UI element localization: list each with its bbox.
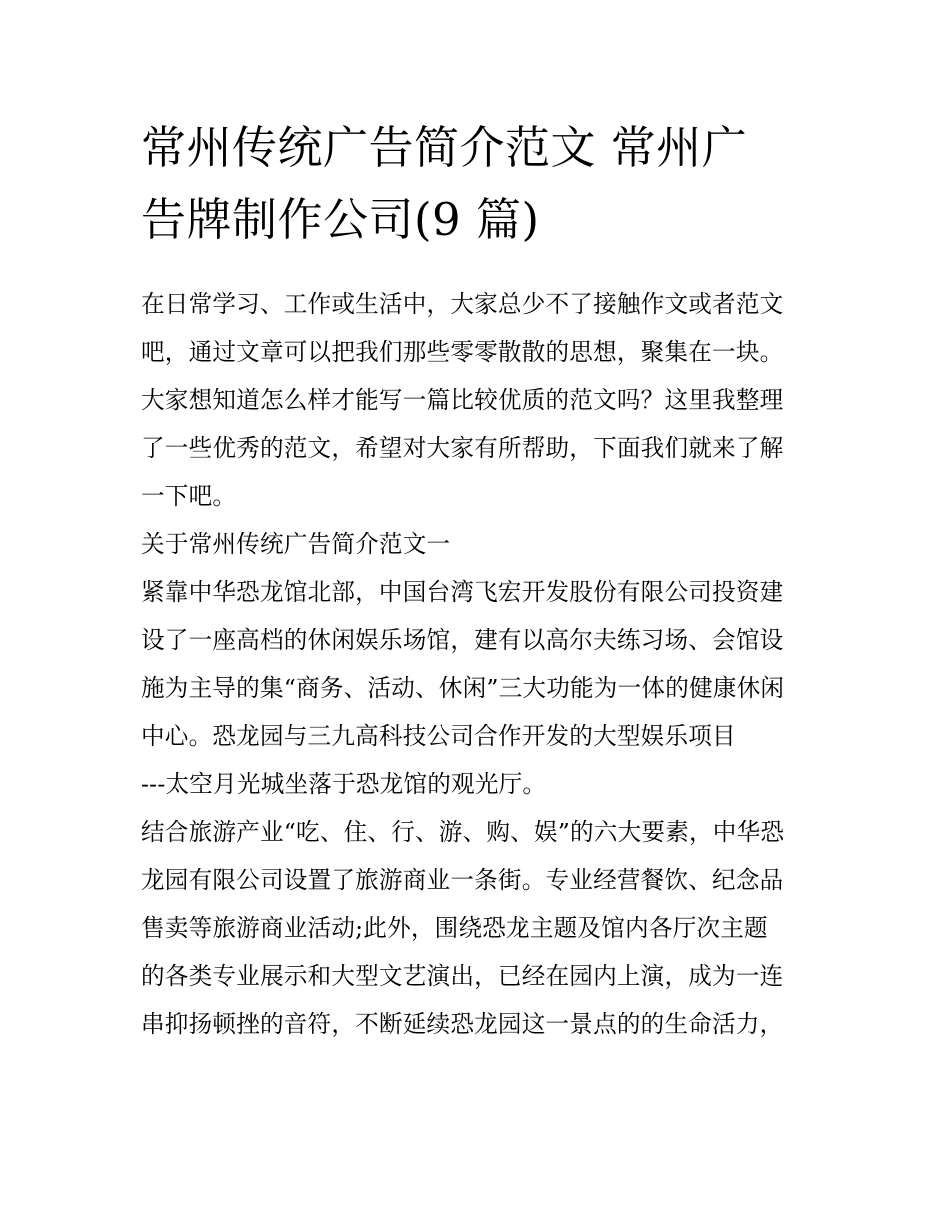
text-line: 的各类专业展示和大型文艺演出，已经在园内上演，成为一连 [141, 962, 784, 990]
text-line: 一下吧。 [141, 482, 237, 510]
section-heading [141, 520, 821, 568]
text-line: ---太空月光城坐落于恐龙馆的观光厅。 [141, 770, 547, 798]
text-line: 龙园有限公司设置了旅游商业一条街。专业经营餐饮、纪念品 [141, 866, 784, 894]
text-line: 施为主导的集“商务、活动、休闲”三大功能为一体的健康休闲 [141, 674, 785, 702]
text-line: 关于常州传统广告简介范文一 [141, 530, 451, 558]
text-line: 在日常学习、工作或生活中，大家总少不了接触作文或者范文 [141, 290, 784, 318]
title-line: 告牌制作公司(9 篇) [141, 193, 540, 246]
title-line: 常州传统广告简介范文 常州广 [141, 121, 748, 174]
intro-paragraph [141, 280, 821, 520]
body-paragraph [141, 568, 821, 808]
document-body [141, 280, 821, 1048]
text-line: 售卖等旅游商业活动;此外，围绕恐龙主题及馆内各厅次主题 [141, 914, 768, 942]
text-line: 紧靠中华恐龙馆北部，中国台湾飞宏开发股份有限公司投资建 [141, 578, 784, 606]
text-line: 串抑扬顿挫的音符，不断延续恐龙园这一景点的的生命活力， [141, 1010, 784, 1038]
text-line: 了一些优秀的范文，希望对大家有所帮助，下面我们就来了解 [141, 434, 784, 462]
text-line: 大家想知道怎么样才能写一篇比较优质的范文吗？这里我整理 [141, 386, 784, 414]
text-line: 中心。恐龙园与三九高科技公司合作开发的大型娱乐项目 [141, 722, 736, 750]
document-title [141, 112, 821, 256]
text-line: 设了一座高档的休闲娱乐场馆，建有以高尔夫练习场、会馆设 [141, 626, 784, 654]
body-paragraph [141, 808, 821, 1048]
text-line: 结合旅游产业“吃、住、行、游、购、娱”的六大要素，中华恐 [141, 818, 785, 846]
text-line: 吧，通过文章可以把我们那些零零散散的思想，聚集在一块。 [141, 338, 784, 366]
